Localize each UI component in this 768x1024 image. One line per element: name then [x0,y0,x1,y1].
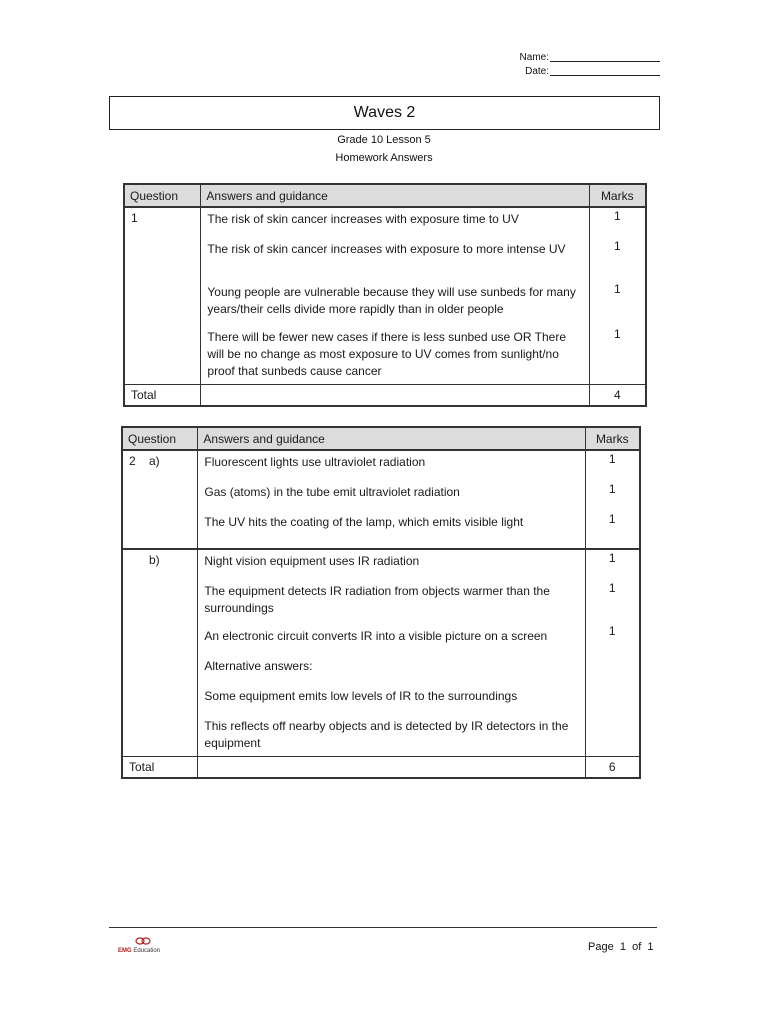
name-date-block [500,51,660,79]
answer-text: Fluorescent lights use ultraviolet radiation [204,455,426,469]
total-blank [198,757,585,779]
name-label: Name: [519,52,549,63]
col-marks: Marks [589,184,646,207]
answer-text: Alternative answers: [204,659,313,673]
total-row [122,757,640,779]
total-marks: 4 [589,385,646,407]
logo-brand: EMG [118,948,132,954]
col-answers: Answers and guidance [198,427,585,450]
lesson-subtitle: Grade 10 Lesson 5 [337,134,431,146]
mark-value: 1 [608,452,616,466]
page-of: of [632,941,642,953]
mark-value: 1 [608,482,616,496]
mark-value: 1 [613,239,621,253]
mark-value: 1 [613,327,621,341]
mark-value: 1 [608,512,616,526]
name-line[interactable] [550,51,660,62]
mark-value: 1 [608,551,616,565]
answer-text: Night vision equipment uses IR radiation [204,554,420,568]
page-total: 1 [647,941,654,953]
answer-text: Some equipment emits low levels of IR to the surroundings [204,689,518,703]
answer-text: Gas (atoms) in the tube emit ultraviolet radiation [204,485,460,499]
col-question: Question [122,427,198,450]
answer-text: Young people are vulnerable because they will use sunbeds for many years/their cells divide more rapidly than in older people [207,285,576,316]
answer-text: The risk of skin cancer increases with exposure time to UV [207,212,519,226]
table-row-part-b [122,549,640,757]
page-current: 1 [619,941,626,953]
table-header-row [124,184,646,207]
total-row [124,385,646,407]
page-label: Page [588,941,614,953]
title-box [109,96,660,130]
total-label: Total [122,757,198,779]
logo-text [118,948,160,954]
date-line[interactable] [550,65,660,76]
total-marks: 6 [585,757,640,779]
answer-text: This reflects off nearby objects and is detected by IR detectors in the equipment [204,719,569,750]
total-blank [201,385,589,407]
date-label: Date: [525,66,549,77]
logo-word: Education [133,948,161,954]
total-label: Total [124,385,201,407]
answer-text: The risk of skin cancer increases with exposure to more intense UV [207,242,566,256]
table-row [124,207,646,385]
table-row-part-a [122,450,640,549]
table-header-row [122,427,640,450]
page-number [588,941,654,953]
question-number: 1 [124,207,201,385]
col-marks: Marks [585,427,640,450]
answers-table-1 [123,183,647,407]
answer-text: An electronic circuit converts IR into a visible picture on a screen [204,629,548,643]
answer-text: There will be fewer new cases if there is less sunbed use OR There will be no change as most exposure to UV comes from sunlight/no proof that sunbeds cause cancer [207,330,567,378]
question-part-b: b) [122,549,198,757]
mark-value: 1 [613,282,621,296]
homework-subtitle: Homework Answers [335,152,433,164]
answer-text: The UV hits the coating of the lamp, which emits visible light [204,515,524,529]
question-part-a: 2 a) [122,450,198,549]
col-answers: Answers and guidance [201,184,589,207]
answers-table-2 [121,426,641,779]
col-question: Question [124,184,201,207]
page-title: Waves 2 [353,104,416,121]
answer-text: The equipment detects IR radiation from objects warmer than the surroundings [204,584,550,615]
mark-value: 1 [608,624,616,638]
mark-value: 1 [613,209,621,223]
mark-value: 1 [608,581,616,595]
footer-divider [109,927,657,928]
